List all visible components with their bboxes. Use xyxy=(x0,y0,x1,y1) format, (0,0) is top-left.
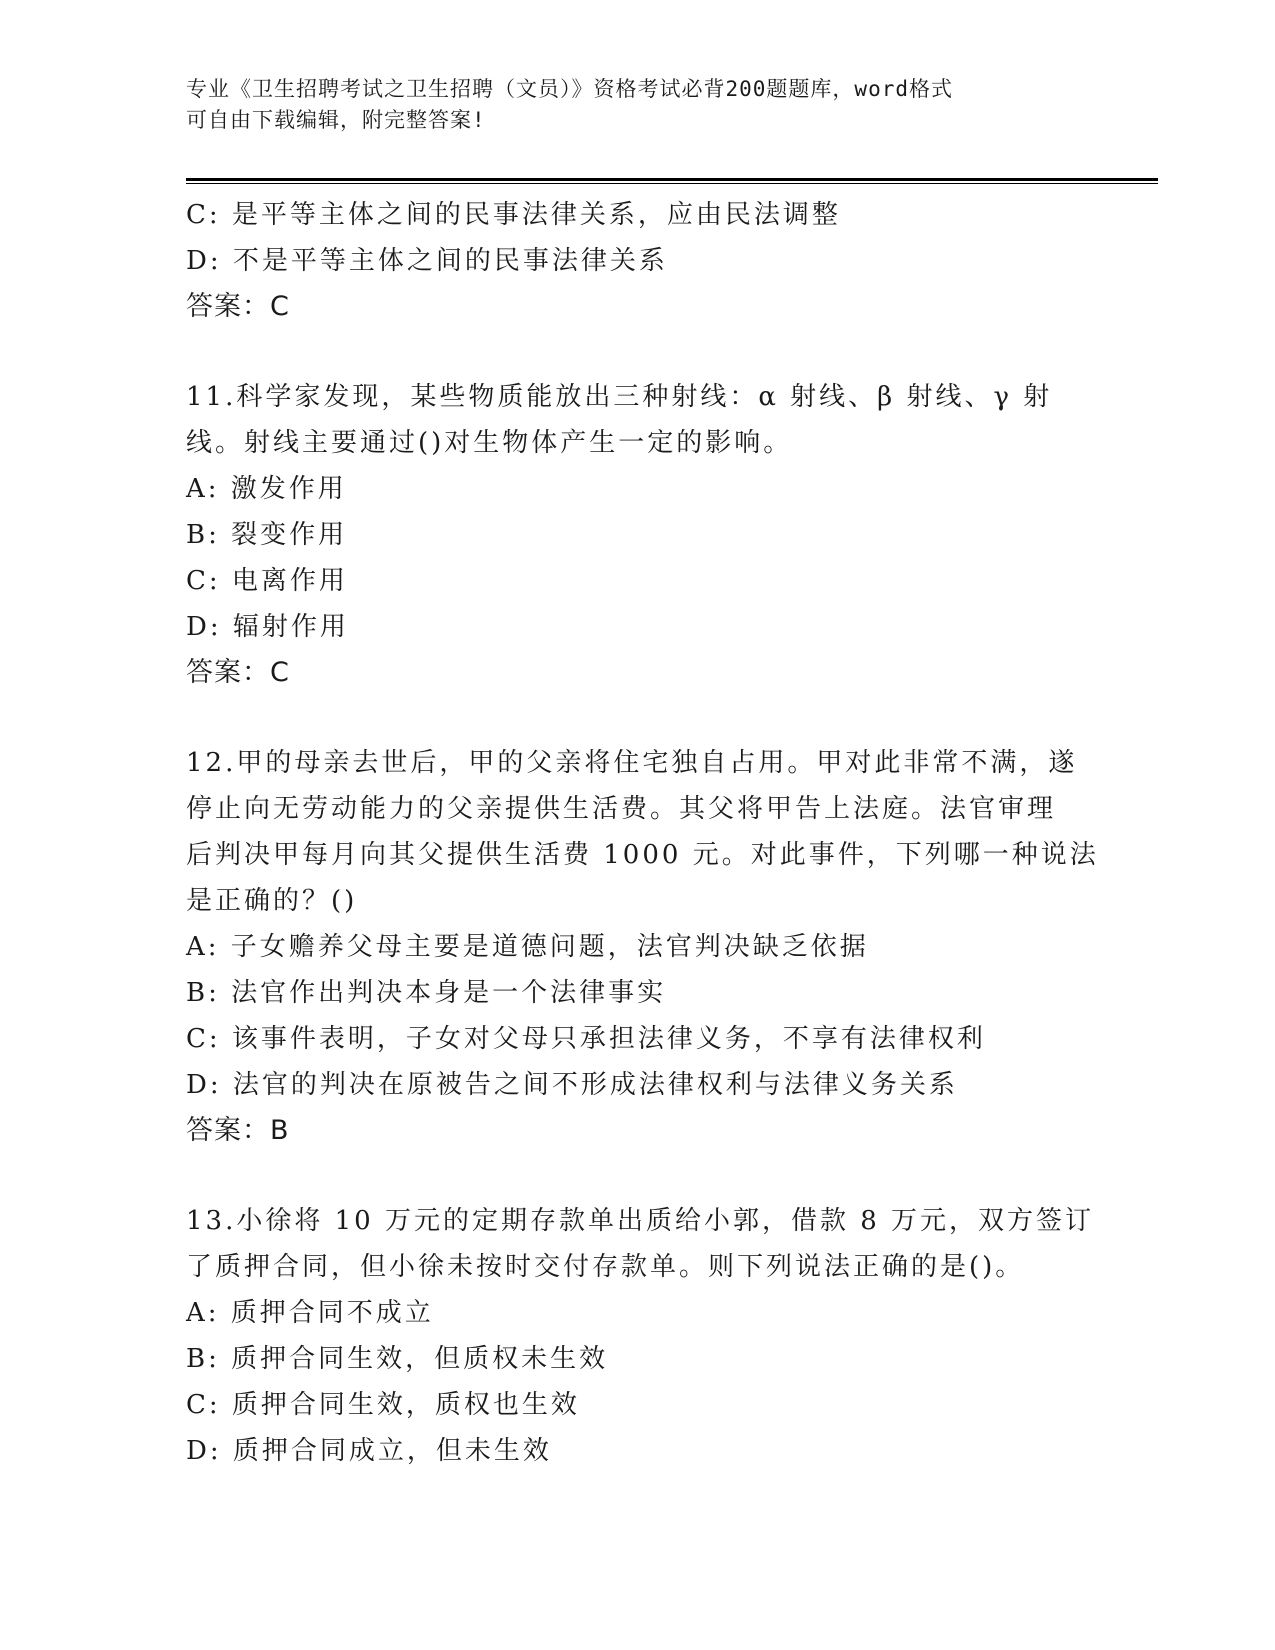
header-title-line-2: 可自由下载编辑，附完整答案! xyxy=(186,108,486,132)
question-stem-line: 后判决甲每月向其父提供生活费 1000 元。对此事件，下列哪一种说法 xyxy=(186,840,1099,870)
option-d: D: 辐射作用 xyxy=(186,612,349,642)
question-spacer xyxy=(186,1154,1086,1198)
question-stem-line: 12.甲的母亲去世后，甲的父亲将住宅独自占用。甲对此非常不满，遂 xyxy=(186,748,1078,778)
option-b: B: 质押合同生效，但质权未生效 xyxy=(186,1344,609,1374)
option-c: C: 质押合同生效，质权也生效 xyxy=(186,1390,580,1420)
question-stem-line: 线。射线主要通过()对生物体产生一定的影响。 xyxy=(186,428,793,458)
question-stem-line: 11.科学家发现，某些物质能放出三种射线：α 射线、β 射线、γ 射 xyxy=(186,382,1053,412)
question-stem-line: 停止向无劳动能力的父亲提供生活费。其父将甲告上法庭。法官审理 xyxy=(186,794,1057,824)
header-title-line-1: 专业《卫生招聘考试之卫生招聘（文员）》资格考试必背200题题库，word格式 xyxy=(186,77,953,101)
question-content xyxy=(186,192,1099,1474)
question-stem-line: 是正确的？() xyxy=(186,886,358,916)
question-spacer xyxy=(186,330,1086,374)
question-block-10 xyxy=(186,192,1086,330)
option-a: A: 激发作用 xyxy=(186,474,347,504)
question-stem-line: 13.小徐将 10 万元的定期存款单出质给小郭，借款 8 万元，双方签订 xyxy=(186,1206,1095,1236)
document-header xyxy=(186,74,1086,136)
header-divider-thin xyxy=(186,183,1158,184)
option-a: A: 子女赡养父母主要是道德问题，法官判决缺乏依据 xyxy=(186,932,869,962)
answer-line: 答案：B xyxy=(186,1115,290,1146)
answer-line: 答案：C xyxy=(186,657,290,688)
option-c: C: 电离作用 xyxy=(186,566,348,596)
option-c: C: 是平等主体之间的民事法律关系，应由民法调整 xyxy=(186,200,841,230)
option-d: D: 质押合同成立，但未生效 xyxy=(186,1436,552,1466)
question-stem-line: 了质押合同，但小徐未按时交付存款单。则下列说法正确的是()。 xyxy=(186,1252,1025,1282)
option-a: A: 质押合同不成立 xyxy=(186,1298,434,1328)
question-block-11 xyxy=(186,374,1086,696)
question-block-13 xyxy=(186,1198,1095,1474)
option-b: B: 法官作出判决本身是一个法律事实 xyxy=(186,978,667,1008)
question-spacer xyxy=(186,696,1086,740)
option-c: C: 该事件表明，子女对父母只承担法律义务，不享有法律权利 xyxy=(186,1024,986,1054)
option-d: D: 不是平等主体之间的民事法律关系 xyxy=(186,246,668,276)
option-d: D: 法官的判决在原被告之间不形成法律权利与法律义务关系 xyxy=(186,1070,958,1100)
header-divider-thick xyxy=(186,178,1158,181)
answer-line: 答案：C xyxy=(186,291,290,322)
question-block-12 xyxy=(186,740,1099,1154)
option-b: B: 裂变作用 xyxy=(186,520,348,550)
